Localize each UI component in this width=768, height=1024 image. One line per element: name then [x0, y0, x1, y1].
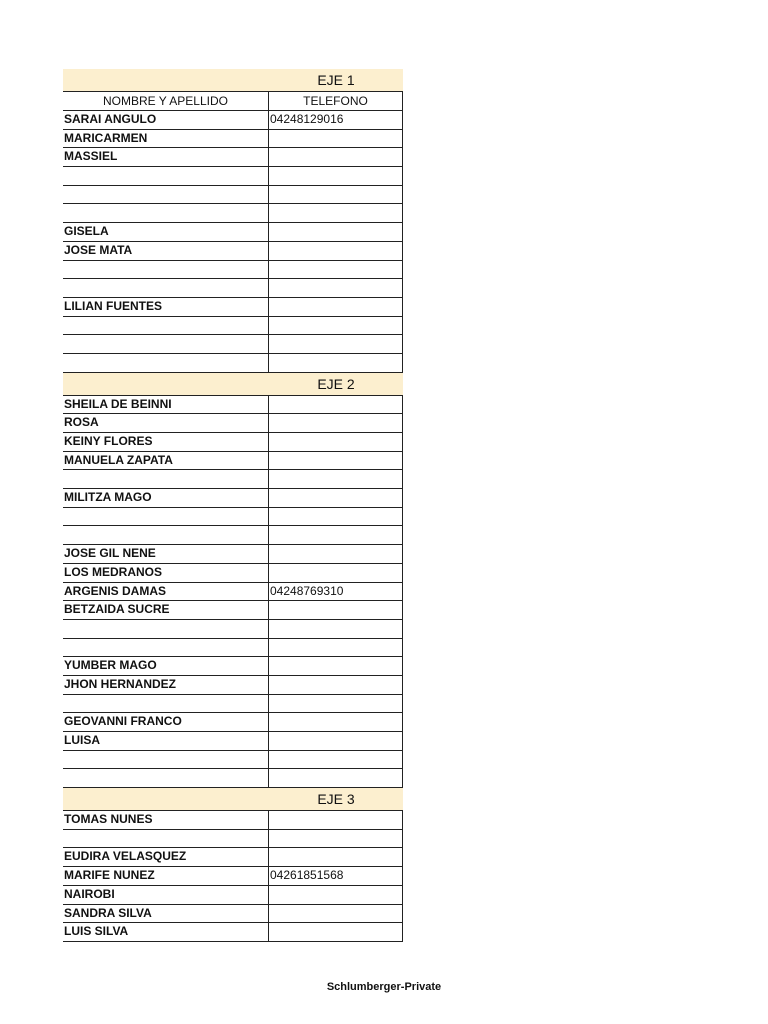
table-row — [63, 508, 403, 527]
phone-cell — [269, 905, 403, 923]
section-rows-eje-3 — [63, 811, 403, 942]
phone-cell — [269, 414, 403, 432]
name-cell: GISELA — [63, 223, 269, 241]
phone-cell — [269, 298, 403, 316]
phone-cell — [269, 335, 403, 353]
phone-cell — [269, 545, 403, 563]
name-cell — [63, 769, 269, 787]
name-cell: LILIAN FUENTES — [63, 298, 269, 316]
name-cell — [63, 830, 269, 848]
table-row — [63, 923, 403, 942]
name-cell — [63, 620, 269, 638]
name-cell: SHEILA DE BEINNI — [63, 396, 269, 414]
phone-cell — [269, 886, 403, 904]
name-cell: MARICARMEN — [63, 130, 269, 148]
section-header-eje-1 — [63, 69, 403, 92]
table-row — [63, 867, 403, 886]
table-row — [63, 886, 403, 905]
name-cell — [63, 526, 269, 544]
table-row — [63, 489, 403, 508]
table-row — [63, 639, 403, 658]
name-cell: LUISA — [63, 732, 269, 750]
table-row — [63, 732, 403, 751]
table-row — [63, 583, 403, 602]
phone-cell — [269, 223, 403, 241]
table-row — [63, 470, 403, 489]
table-row — [63, 905, 403, 924]
table-row — [63, 111, 403, 130]
phone-cell — [269, 354, 403, 372]
table-row — [63, 769, 403, 788]
name-cell: BETZAIDA SUCRE — [63, 601, 269, 619]
phone-cell — [269, 148, 403, 166]
phone-cell: 04261851568 — [269, 867, 403, 885]
table-row — [63, 811, 403, 830]
table-row — [63, 676, 403, 695]
table-row — [63, 354, 403, 373]
section-title: EJE 2 — [317, 375, 355, 392]
name-cell: ROSA — [63, 414, 269, 432]
column-headers — [63, 92, 403, 111]
table-row — [63, 620, 403, 639]
phone-cell — [269, 396, 403, 414]
table-row — [63, 186, 403, 205]
name-cell — [63, 335, 269, 353]
table-row — [63, 204, 403, 223]
table-row — [63, 433, 403, 452]
phone-cell: 04248129016 — [269, 111, 403, 129]
phone-cell — [269, 657, 403, 675]
phone-cell — [269, 639, 403, 657]
footer-classification: Schlumberger-Private — [326, 981, 442, 993]
phone-cell — [269, 564, 403, 582]
table-row — [63, 298, 403, 317]
phone-cell — [269, 695, 403, 713]
table-row — [63, 223, 403, 242]
name-cell: SANDRA SILVA — [63, 905, 269, 923]
name-cell: MILITZA MAGO — [63, 489, 269, 507]
table-row — [63, 545, 403, 564]
name-cell: MASSIEL — [63, 148, 269, 166]
phone-cell — [269, 923, 403, 941]
name-cell: JOSE GIL NENE — [63, 545, 269, 563]
table-row — [63, 261, 403, 280]
phone-cell — [269, 433, 403, 451]
name-cell: KEINY FLORES — [63, 433, 269, 451]
name-cell: LUIS SILVA — [63, 923, 269, 941]
name-cell: SARAI ANGULO — [63, 111, 269, 129]
phone-cell — [269, 732, 403, 750]
name-cell: JOSE MATA — [63, 242, 269, 260]
phone-cell — [269, 130, 403, 148]
phone-cell — [269, 601, 403, 619]
section-title: EJE 3 — [317, 791, 355, 808]
table-row — [63, 713, 403, 732]
name-cell: EUDIRA VELASQUEZ — [63, 848, 269, 866]
name-cell — [63, 317, 269, 335]
phone-cell — [269, 769, 403, 787]
table-row — [63, 830, 403, 849]
name-cell — [63, 167, 269, 185]
name-cell — [63, 695, 269, 713]
phone-cell: 04248769310 — [269, 583, 403, 601]
table-row — [63, 452, 403, 471]
name-cell: NAIROBI — [63, 886, 269, 904]
phone-cell — [269, 620, 403, 638]
section-rows-eje-2 — [63, 396, 403, 788]
table-row — [63, 657, 403, 676]
name-cell: YUMBER MAGO — [63, 657, 269, 675]
table-row — [63, 279, 403, 298]
phone-cell — [269, 261, 403, 279]
contact-sheet — [63, 69, 403, 942]
phone-cell — [269, 811, 403, 829]
phone-cell — [269, 186, 403, 204]
table-row — [63, 695, 403, 714]
name-cell: JHON HERNANDEZ — [63, 676, 269, 694]
section-header-eje-2 — [63, 373, 403, 396]
phone-cell — [269, 676, 403, 694]
name-cell: MARIFE NUNEZ — [63, 867, 269, 885]
name-cell: ARGENIS DAMAS — [63, 583, 269, 601]
name-cell: LOS MEDRANOS — [63, 564, 269, 582]
table-row — [63, 601, 403, 620]
table-row — [63, 751, 403, 770]
name-column-header: NOMBRE Y APELLIDO — [63, 92, 269, 110]
phone-cell — [269, 204, 403, 222]
table-row — [63, 396, 403, 415]
phone-cell — [269, 470, 403, 488]
name-cell — [63, 470, 269, 488]
phone-cell — [269, 242, 403, 260]
name-cell — [63, 508, 269, 526]
phone-cell — [269, 489, 403, 507]
table-row — [63, 242, 403, 261]
phone-cell — [269, 279, 403, 297]
table-row — [63, 848, 403, 867]
name-cell — [63, 751, 269, 769]
table-row — [63, 148, 403, 167]
table-row — [63, 317, 403, 336]
name-cell: TOMAS NUNES — [63, 811, 269, 829]
name-cell — [63, 639, 269, 657]
phone-cell — [269, 508, 403, 526]
name-cell — [63, 354, 269, 372]
name-cell — [63, 204, 269, 222]
phone-cell — [269, 713, 403, 731]
name-cell — [63, 186, 269, 204]
phone-cell — [269, 751, 403, 769]
phone-column-header: TELEFONO — [269, 92, 403, 110]
name-cell — [63, 261, 269, 279]
table-row — [63, 526, 403, 545]
section-header-eje-3 — [63, 788, 403, 811]
phone-cell — [269, 317, 403, 335]
table-row — [63, 564, 403, 583]
phone-cell — [269, 452, 403, 470]
table-row — [63, 335, 403, 354]
phone-cell — [269, 526, 403, 544]
table-row — [63, 167, 403, 186]
phone-cell — [269, 848, 403, 866]
name-cell: MANUELA ZAPATA — [63, 452, 269, 470]
name-cell: GEOVANNI FRANCO — [63, 713, 269, 731]
section-title: EJE 1 — [317, 72, 355, 88]
phone-cell — [269, 830, 403, 848]
name-cell — [63, 279, 269, 297]
phone-cell — [269, 167, 403, 185]
table-row — [63, 130, 403, 149]
table-row — [63, 414, 403, 433]
section-rows-eje-1 — [63, 111, 403, 373]
